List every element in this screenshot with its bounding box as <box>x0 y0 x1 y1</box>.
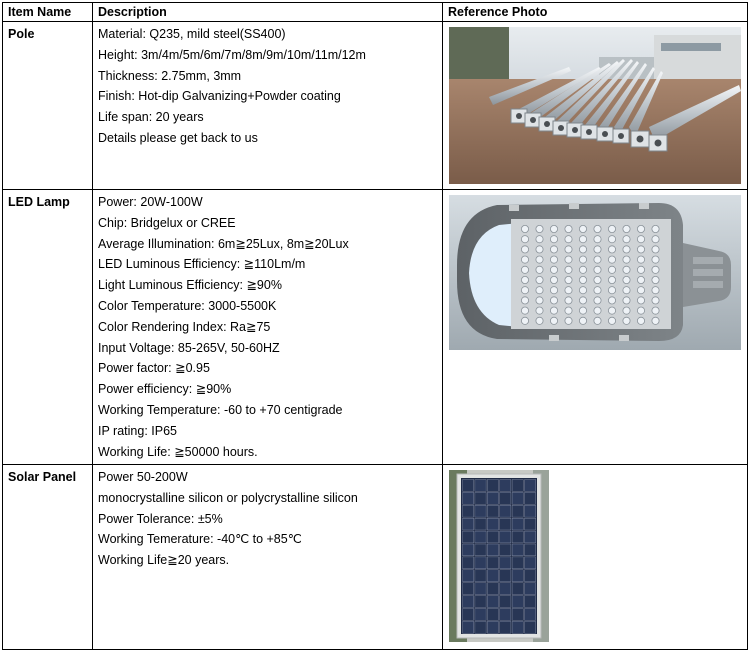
item-name-led-lamp: LED Lamp <box>3 190 93 465</box>
item-name-pole: Pole <box>3 22 93 190</box>
spec-line: Color Temperature: 3000-5500K <box>98 298 277 313</box>
spec-line: Material: Q235, mild steel(SS400) <box>98 27 286 41</box>
pole-photo <box>449 27 741 184</box>
spec-line: Working Life: ≧50000 hours. <box>98 444 258 459</box>
table-row <box>3 22 748 190</box>
spec-line: Light Luminous Efficiency: ≧90% <box>98 278 282 293</box>
item-name-solar-panel: Solar Panel <box>3 465 93 650</box>
spec-line: Chip: Bridgelux or CREE <box>98 215 236 230</box>
spec-line: Power efficiency: ≧90% <box>98 382 232 397</box>
header-reference-photo: Reference Photo <box>443 3 748 22</box>
spec-line: Working Temerature: -40℃ to +85℃ <box>98 532 302 547</box>
table-row <box>3 190 748 465</box>
spec-line: Power: 20W-100W <box>98 195 203 209</box>
photo-cell-pole <box>443 22 748 190</box>
led-lamp-photo <box>449 195 741 350</box>
spec-line: Thickness: 2.75mm, 3mm <box>98 68 242 83</box>
solar-panel-photo <box>449 470 549 642</box>
spec-line: Finish: Hot-dip Galvanizing+Powder coating <box>98 89 341 104</box>
description-led-lamp <box>93 190 443 465</box>
header-item-name: Item Name <box>3 3 93 22</box>
table-row <box>3 465 748 650</box>
spec-line: Height: 3m/4m/5m/6m/7m/8m/9m/10m/11m/12m <box>98 47 366 62</box>
spec-table <box>2 2 748 650</box>
spec-line: Working Life≧20 years. <box>98 553 230 568</box>
header-row <box>3 3 748 22</box>
spec-line: Power 50-200W <box>98 470 188 484</box>
description-pole <box>93 22 443 190</box>
spec-line: Power Tolerance: ±5% <box>98 511 223 526</box>
spec-line: Average Illumination: 6m≧25Lux, 8m≧20Lux <box>98 236 349 251</box>
photo-cell-solar-panel <box>443 465 748 650</box>
spec-line: Life span: 20 years <box>98 110 204 125</box>
spec-line: Details please get back to us <box>98 130 258 145</box>
spec-line: LED Luminous Efficiency: ≧110Lm/m <box>98 257 306 272</box>
header-description: Description <box>93 3 443 22</box>
spec-line: monocrystalline silicon or polycrystalline silicon <box>98 490 358 505</box>
spec-line: Color Rendering Index: Ra≧75 <box>98 319 271 334</box>
spec-line: Working Temperature: -60 to +70 centigrade <box>98 402 343 417</box>
spec-line: Input Voltage: 85-265V, 50-60HZ <box>98 340 280 355</box>
spec-line: IP rating: IP65 <box>98 423 177 438</box>
spec-line: Power factor: ≧0.95 <box>98 361 210 376</box>
photo-cell-led-lamp <box>443 190 748 465</box>
description-solar-panel <box>93 465 443 650</box>
